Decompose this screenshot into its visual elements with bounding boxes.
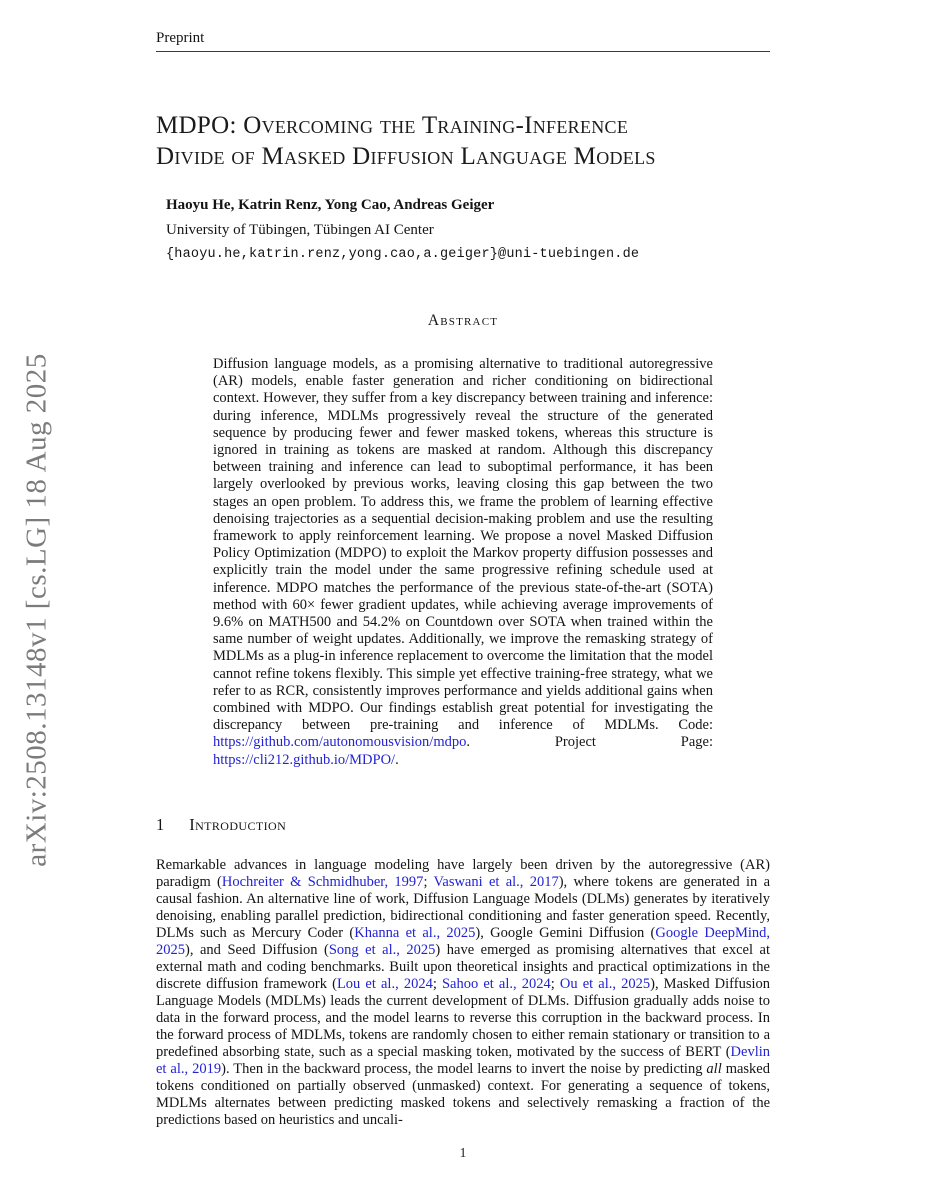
intro-paragraph — [156, 857, 770, 1129]
text-run: . Project Page: — [466, 734, 713, 751]
citation-link[interactable]: Sahoo et al., 2024 — [441, 975, 551, 992]
text-run: . — [395, 751, 399, 768]
section-heading-introduction — [156, 815, 770, 835]
emphasis-text: all — [706, 1060, 722, 1077]
citation-link[interactable]: Lou et al., 2024 — [336, 975, 433, 992]
citation-link[interactable]: Vaswani et al., 2017 — [433, 873, 559, 890]
preprint-label: Preprint — [156, 30, 205, 46]
text-run: ; — [550, 975, 560, 992]
paper-title — [156, 110, 770, 172]
paper-title-line2: Divide of Masked Diffusion Language Models — [156, 143, 656, 170]
page-content — [156, 30, 770, 1129]
text-run: ), and Seed Diffusion ( — [185, 941, 329, 958]
hyperlink[interactable]: https://cli212.github.io/MDPO/ — [213, 751, 396, 768]
preprint-header — [156, 30, 770, 52]
citation-link[interactable]: Khanna et al., 2025 — [354, 924, 476, 941]
text-run: ; — [423, 873, 434, 890]
citation-link[interactable]: Song et al., 2025 — [328, 941, 436, 958]
text-run: ), where tokens are generated in a causal fashion. An alternative line of work, Diffusion Language Models (DLMs) generates by iteratively denoising, enabling parallel prediction, bidirectional conditioning and faster generation speed. Recently, DLMs such as Mercury Coder ( — [156, 873, 771, 941]
citation-link[interactable]: Google DeepMind, 2025 — [156, 924, 770, 958]
text-run: Diffusion language models, as a promising alternative to traditional autoregressive (AR) models, enable faster generation and richer conditioning on bidirectional context. However, they suffer from a key discrepancy between training and inference: during inference, MDLMs progressively reveal the structure of the generated sequence by producing fewer and fewer masked tokens, whereas this structure is ignored in training as tokens are masked at random. Although this discrepancy between training and inference can lead to suboptimal performance, it has been largely overlooked by previous works, leaving closing this gap between the two stages an open problem. To address this, we frame the problem of learning effective denoising trajectories as a sequential decision-making problem and use the resulting framework to apply reinforcement learning. We propose a novel Masked Diffusion Policy Optimization (MDPO) to exploit the Markov property diffusion possesses and explicitly train the model under the same progressive refining schedule used at inference. MDPO matches the performance of the previous state-of-the-art (SOTA) method with 60× fewer gradient updates, while achieving average improvements of 9.6% on MATH500 and 54.2% on Countdown over SOTA when trained within the same number of weight updates. Additionally, we improve the remasking strategy of MDLMs as a plug-in inference replacement to overcome the limitation that the model cannot refine tokens flexibly. This simple yet effective training-free strategy, what we refer to as RCR, consistently improves performance and yields additional gains when combined with MDPO. Our findings establish great potential for investigating the discrepancy between pre-training and inference of MDLMs. Code: — [213, 356, 713, 734]
email-line: {haoyu.he,katrin.renz,yong.cao,a.geiger}@uni-tuebingen.de — [166, 247, 640, 262]
section-title: Introduction — [189, 814, 287, 834]
arxiv-watermark: arXiv:2508.13148v1 [cs.LG] 18 Aug 2025 — [20, 353, 53, 867]
text-run: ). Then in the backward process, the model learns to invert the noise by predicting — [221, 1060, 707, 1077]
text-run: ), Google Gemini Diffusion ( — [475, 924, 656, 941]
authors-line: Haoyu He, Katrin Renz, Yong Cao, Andreas Geiger — [166, 197, 495, 213]
text-run: ), Masked Diffusion Language Models (MDLMs) leads the current development of DLMs. Diffusion gradually adds noise to data in the forward process, and the model learns to reverse this corruption in the backward process. In the forward process of MDLMs, tokens are randomly chosen to either remain stationary or transition to a predefined absorbing state, such as a special masking token, motivated by the success of BERT ( — [156, 975, 771, 1060]
author-block — [166, 197, 770, 262]
text-run: ) have emerged as promising alternatives that excel at external math and coding benchmarks. Built upon theoretical insights and practical optimizations in the discrete diffusion framework ( — [156, 941, 770, 992]
section-number: 1 — [156, 814, 165, 834]
text-run: Remarkable advances in language modeling have largely been driven by the autoregressive (AR) paradigm ( — [156, 856, 770, 890]
hyperlink[interactable]: https://github.com/autonomousvision/mdpo — [213, 734, 467, 751]
paper-title-line1: MDPO: Overcoming the Training-Inference — [156, 112, 629, 139]
citation-link[interactable]: Ou et al., 2025 — [559, 975, 651, 992]
text-run: ; — [432, 975, 442, 992]
citation-link[interactable]: Devlin et al., 2019 — [156, 1043, 770, 1077]
page-number: 1 — [459, 1146, 467, 1161]
abstract-heading: Abstract — [427, 312, 499, 329]
affiliation-line: University of Tübingen, Tübingen AI Center — [166, 222, 434, 238]
abstract-body — [213, 356, 713, 769]
text-run: masked tokens conditioned on partially observed (unmasked) context. For generating a sequence of tokens, MDLMs alternates between predicting masked tokens and selectively remasking a fraction of the predictions based on heuristics and uncali- — [156, 1060, 770, 1128]
citation-link[interactable]: Hochreiter & Schmidhuber, 1997 — [221, 873, 424, 890]
